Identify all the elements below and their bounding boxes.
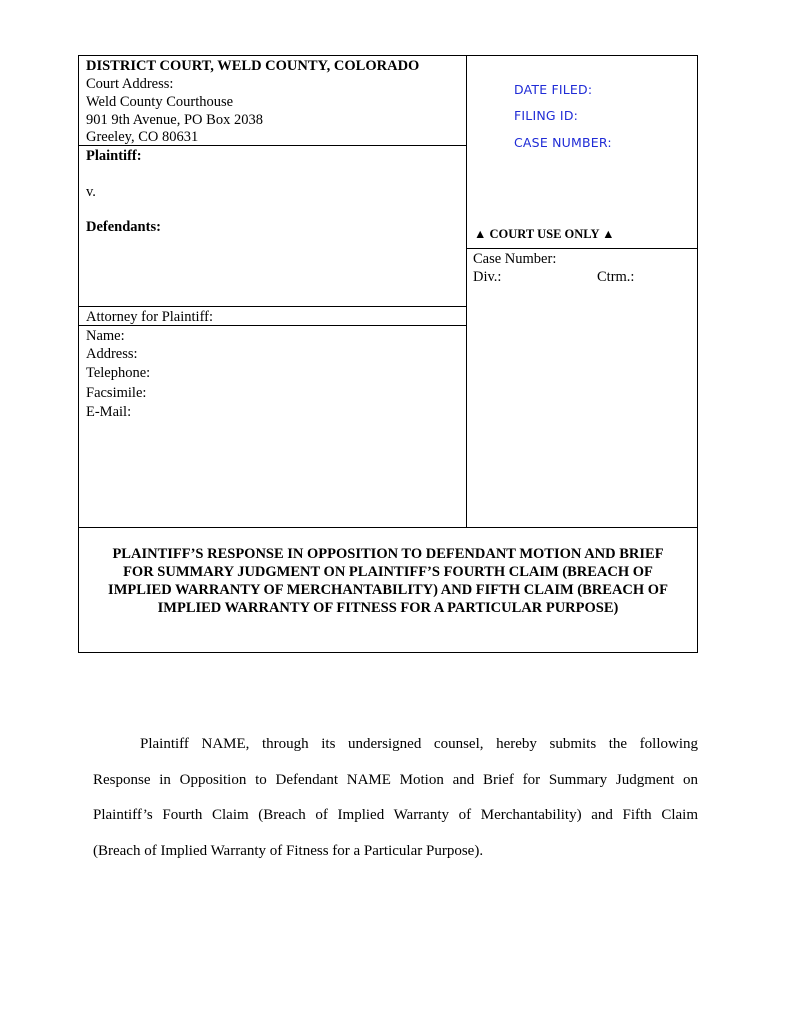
attorney-address-field: Address: <box>86 346 138 362</box>
court-address-line2: 901 9th Avenue, PO Box 2038 <box>86 112 263 128</box>
defendants-label: Defendants: <box>86 219 161 235</box>
plaintiff-label: Plaintiff: <box>86 148 142 164</box>
division-label: Div.: <box>473 269 502 285</box>
title-line: IMPLIED WARRANTY OF FITNESS FOR A PARTICULAR PURPOSE) <box>157 600 619 616</box>
court-address-line1: Weld County Courthouse <box>86 94 234 110</box>
divider-before-title <box>78 527 698 528</box>
divider-after-court-use <box>466 248 698 249</box>
attorney-label: Attorney for Plaintiff: <box>86 309 213 325</box>
body-paragraph-line: Plaintiff’s Fourth Claim (Breach of Implied Warranty of Merchantability) and Fifth Claim <box>93 807 698 823</box>
courtroom-label: Ctrm.: <box>597 269 635 285</box>
body-paragraph-line: Plaintiff NAME, through its undersigned counsel, hereby submits the following <box>140 736 698 752</box>
court-address-line3: Greeley, CO 80631 <box>86 129 199 145</box>
attorney-facsimile-field: Facsimile: <box>86 385 147 401</box>
document-title <box>80 545 696 617</box>
divider-before-attorney <box>78 306 466 307</box>
attorney-telephone-field: Telephone: <box>86 365 151 381</box>
court-address-label: Court Address: <box>86 76 174 92</box>
attorney-name-field: Name: <box>86 328 125 344</box>
body-paragraph-line: Response in Opposition to Defendant NAME Motion and Brief for Summary Judgment on <box>93 772 698 788</box>
caption-column-divider <box>466 55 467 527</box>
title-line: FOR SUMMARY JUDGMENT ON PLAINTIFF’S FOURTH CLAIM (BREACH OF <box>123 564 653 580</box>
case-number-stamp: CASE NUMBER: <box>514 135 612 150</box>
date-filed-stamp: DATE FILED: <box>514 82 593 97</box>
attorney-email-field: E-Mail: <box>86 404 132 420</box>
body-paragraph-line: (Breach of Implied Warranty of Fitness for a Particular Purpose). <box>93 843 484 859</box>
versus-text: v. <box>86 184 96 200</box>
title-line: IMPLIED WARRANTY OF MERCHANTABILITY) AND FIFTH CLAIM (BREACH OF <box>108 582 668 598</box>
filing-id-stamp: FILING ID: <box>514 108 579 123</box>
court-use-only-label: ▲ COURT USE ONLY ▲ <box>474 227 615 241</box>
title-line: PLAINTIFF’S RESPONSE IN OPPOSITION TO DEFENDANT MOTION AND BRIEF <box>112 546 664 562</box>
case-number-label: Case Number: <box>473 251 557 267</box>
court-name: DISTRICT COURT, WELD COUNTY, COLORADO <box>86 58 420 74</box>
